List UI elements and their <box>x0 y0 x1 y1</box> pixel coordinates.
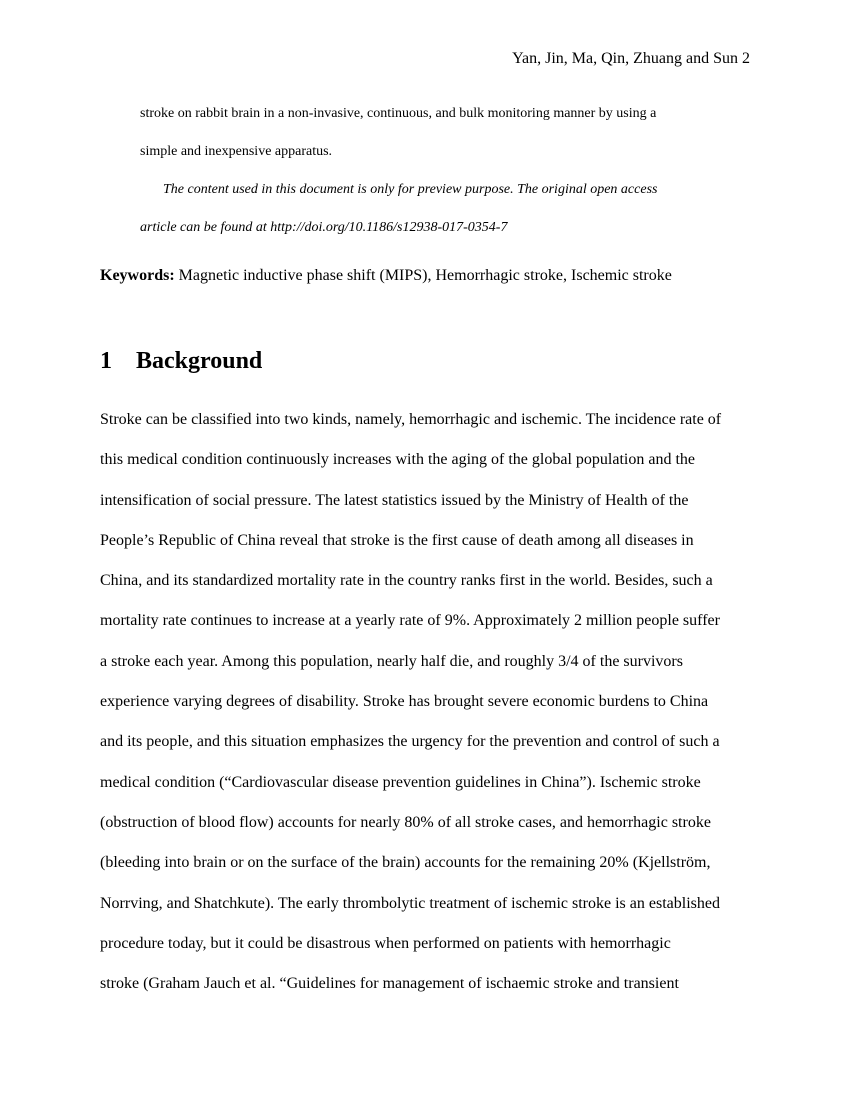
section-number: 1 <box>100 348 112 374</box>
body-line: intensification of social pressure. The latest statistics issued by the Ministry of Health of the <box>100 491 689 509</box>
keywords-label: Keywords: <box>100 267 175 284</box>
running-head: Yan, Jin, Ma, Qin, Zhuang and Sun 2 <box>512 50 750 67</box>
body-line: and its people, and this situation emphasizes the urgency for the prevention and control of such a <box>100 733 720 751</box>
abstract-line: stroke on rabbit brain in a non-invasive, continuous, and bulk monitoring manner by using a <box>140 106 657 121</box>
body-line: procedure today, but it could be disastrous when performed on patients with hemorrhagic <box>100 934 671 952</box>
body-line: experience varying degrees of disability. Stroke has brought severe economic burdens to China <box>100 693 709 711</box>
body-line: mortality rate continues to increase at a yearly rate of 9%. Approximately 2 million people suffer <box>100 612 720 630</box>
body-line: People’s Republic of China reveal that stroke is the first cause of death among all diseases in <box>100 531 694 549</box>
body-line: (obstruction of blood flow) accounts for nearly 80% of all stroke cases, and hemorrhagic stroke <box>100 813 711 831</box>
body-line: stroke (Graham Jauch et al. “Guidelines for management of ischaemic stroke and transient <box>100 975 679 993</box>
section-heading <box>100 346 262 376</box>
keywords-text: Magnetic inductive phase shift (MIPS), Hemorrhagic stroke, Ischemic stroke <box>174 267 672 284</box>
body-line: Norrving, and Shatchkute). The early thrombolytic treatment of ischemic stroke is an established <box>100 894 720 912</box>
body-line: Stroke can be classified into two kinds, namely, hemorrhagic and ischemic. The incidence rate of <box>100 411 722 428</box>
abstract-line: simple and inexpensive apparatus. <box>140 144 333 159</box>
body-line: medical condition (“Cardiovascular disease prevention guidelines in China”). Ischemic stroke <box>100 773 701 791</box>
body-line: a stroke each year. Among this population, nearly half die, and roughly 3/4 of the survivors <box>100 652 683 670</box>
abstract-continuation <box>140 95 720 247</box>
preview-note-line: The content used in this document is only for preview purpose. The original open access <box>163 182 658 197</box>
preview-note-line: article can be found at http://doi.org/10.1186/s12938-017-0354-7 <box>140 220 508 235</box>
section-title: Background <box>136 348 263 374</box>
body-line: (bleeding into brain or on the surface of the brain) accounts for the remaining 20% (Kjellström, <box>100 854 711 872</box>
body-line: China, and its standardized mortality rate in the country ranks first in the world. Besides, such a <box>100 572 713 590</box>
keywords <box>100 265 672 287</box>
body-paragraph <box>100 400 750 1004</box>
body-line: this medical condition continuously increases with the aging of the global population and the <box>100 451 695 469</box>
